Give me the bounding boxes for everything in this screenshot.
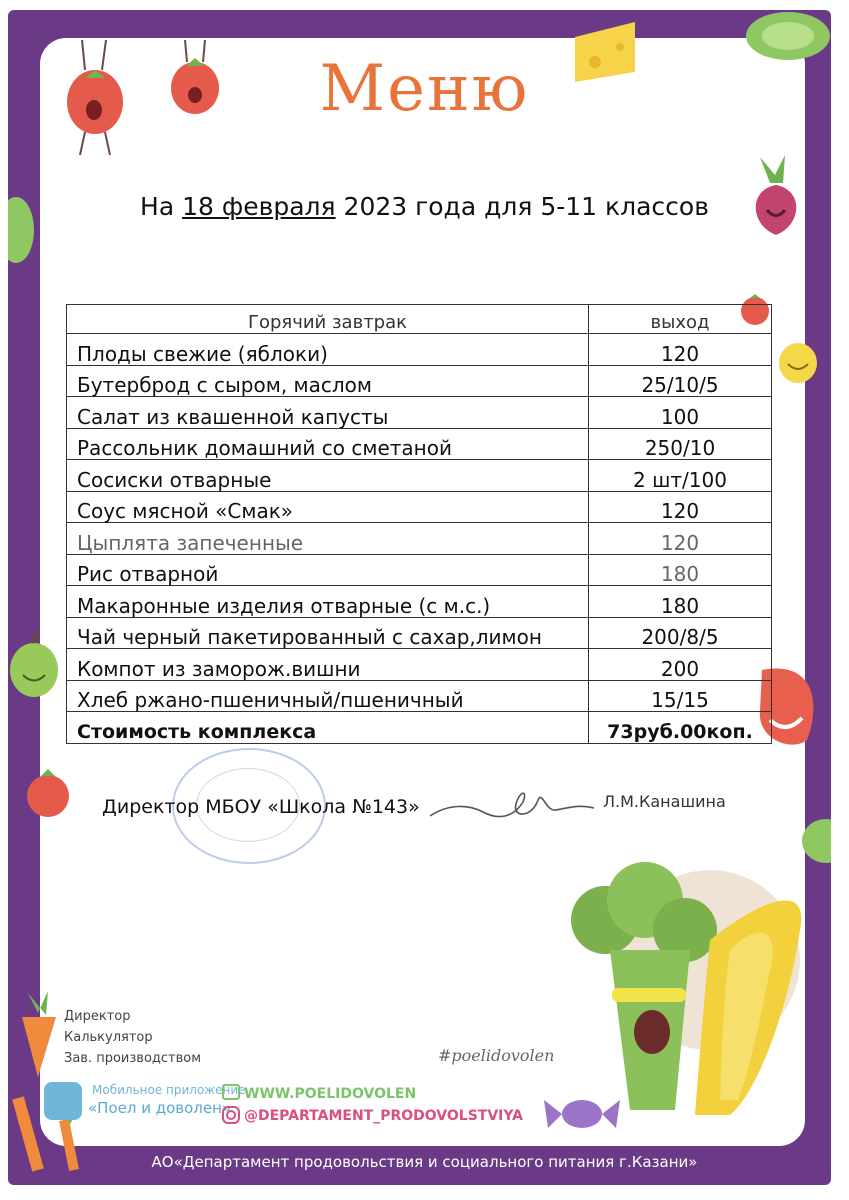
- column-header-portion: выход: [589, 305, 772, 334]
- total-label: Стоимость комплекса: [67, 712, 589, 744]
- dish-name: Плоды свежие (яблоки): [67, 334, 589, 366]
- broccoli-icon: [560, 860, 810, 1130]
- total-price: 73руб.00коп.: [589, 712, 772, 744]
- dish-portion: 2 шт/100: [589, 460, 772, 492]
- carrot-icon: [8, 985, 63, 1080]
- table-row: [67, 586, 772, 618]
- apple-icon: [8, 630, 60, 700]
- dish-portion: 120: [589, 491, 772, 523]
- table-row: [67, 365, 772, 397]
- handwritten-signature: [428, 782, 598, 832]
- hashtag: #poelidovolen: [438, 1046, 555, 1065]
- dish-name: Чай черный пакетированный с сахар,лимон: [67, 617, 589, 649]
- role-director: Директор: [64, 1009, 131, 1024]
- dish-portion: 250/10: [589, 428, 772, 460]
- dish-name: Хлеб ржано-пшеничный/пшеничный: [67, 680, 589, 712]
- dish-name: Рассольник домашний со сметаной: [67, 428, 589, 460]
- table-row: [67, 428, 772, 460]
- dish-name: Салат из квашенной капусты: [67, 397, 589, 429]
- dish-portion: 25/10/5: [589, 365, 772, 397]
- director-title: Директор МБОУ «Школа №143»: [102, 796, 420, 818]
- app-caption: Мобильное приложение: [92, 1083, 246, 1097]
- table-row: [67, 523, 772, 555]
- candy-icon: [542, 1092, 622, 1136]
- table-row: [67, 649, 772, 681]
- tomato-icon: [24, 766, 72, 818]
- dish-portion: 200: [589, 649, 772, 681]
- instagram-icon: [222, 1106, 240, 1124]
- table-row: [67, 397, 772, 429]
- dish-name: Рис отварной: [67, 554, 589, 586]
- dish-portion: 120: [589, 334, 772, 366]
- dish-portion: 180: [589, 586, 772, 618]
- dish-name: Соус мясной «Смак»: [67, 491, 589, 523]
- dish-name: Макаронные изделия отварные (с м.с.): [67, 586, 589, 618]
- dish-name: Бутерброд с сыром, маслом: [67, 365, 589, 397]
- website-link: WWW.POELIDOVOLEN: [244, 1086, 417, 1102]
- table-row: [67, 680, 772, 712]
- menu-date-line: [0, 192, 849, 221]
- footer-organization: АО«Департамент продовольствия и социального питания г.Казани»: [151, 1153, 698, 1171]
- table-row: [67, 334, 772, 366]
- dish-portion: 100: [589, 397, 772, 429]
- column-header-meal: Горячий завтрак: [67, 305, 589, 334]
- app-icon: [44, 1082, 82, 1120]
- role-calculator: Калькулятор: [64, 1030, 153, 1045]
- menu-table: [66, 304, 772, 744]
- table-row: [67, 491, 772, 523]
- table-row: [67, 460, 772, 492]
- date-prefix: На: [140, 192, 175, 221]
- lemon-icon: [778, 342, 818, 384]
- dish-name: Цыплята запеченные: [67, 523, 589, 555]
- lettuce-icon: [800, 818, 831, 864]
- dish-portion: 120: [589, 523, 772, 555]
- approval-roles: [64, 1006, 201, 1069]
- dish-portion: 180: [589, 554, 772, 586]
- table-row: [67, 554, 772, 586]
- table-row: [67, 617, 772, 649]
- web-icon: [222, 1084, 240, 1100]
- menu-date: 18 февраля: [182, 192, 336, 221]
- page-title: Меню: [319, 52, 530, 126]
- role-production-head: Зав. производством: [64, 1051, 202, 1066]
- table-total-row: [67, 712, 772, 744]
- director-name: Л.М.Канашина: [603, 792, 726, 811]
- dish-name: Сосиски отварные: [67, 460, 589, 492]
- dish-portion: 200/8/5: [589, 617, 772, 649]
- dish-portion: 15/15: [589, 680, 772, 712]
- table-header-row: [67, 305, 772, 334]
- date-suffix: 2023 года для 5-11 классов: [343, 192, 709, 221]
- instagram-handle: @DEPARTAMENT_PRODOVOLSTVIYA: [244, 1108, 524, 1124]
- dish-name: Компот из заморож.вишни: [67, 649, 589, 681]
- app-name: «Поел и доволен»: [88, 1099, 232, 1117]
